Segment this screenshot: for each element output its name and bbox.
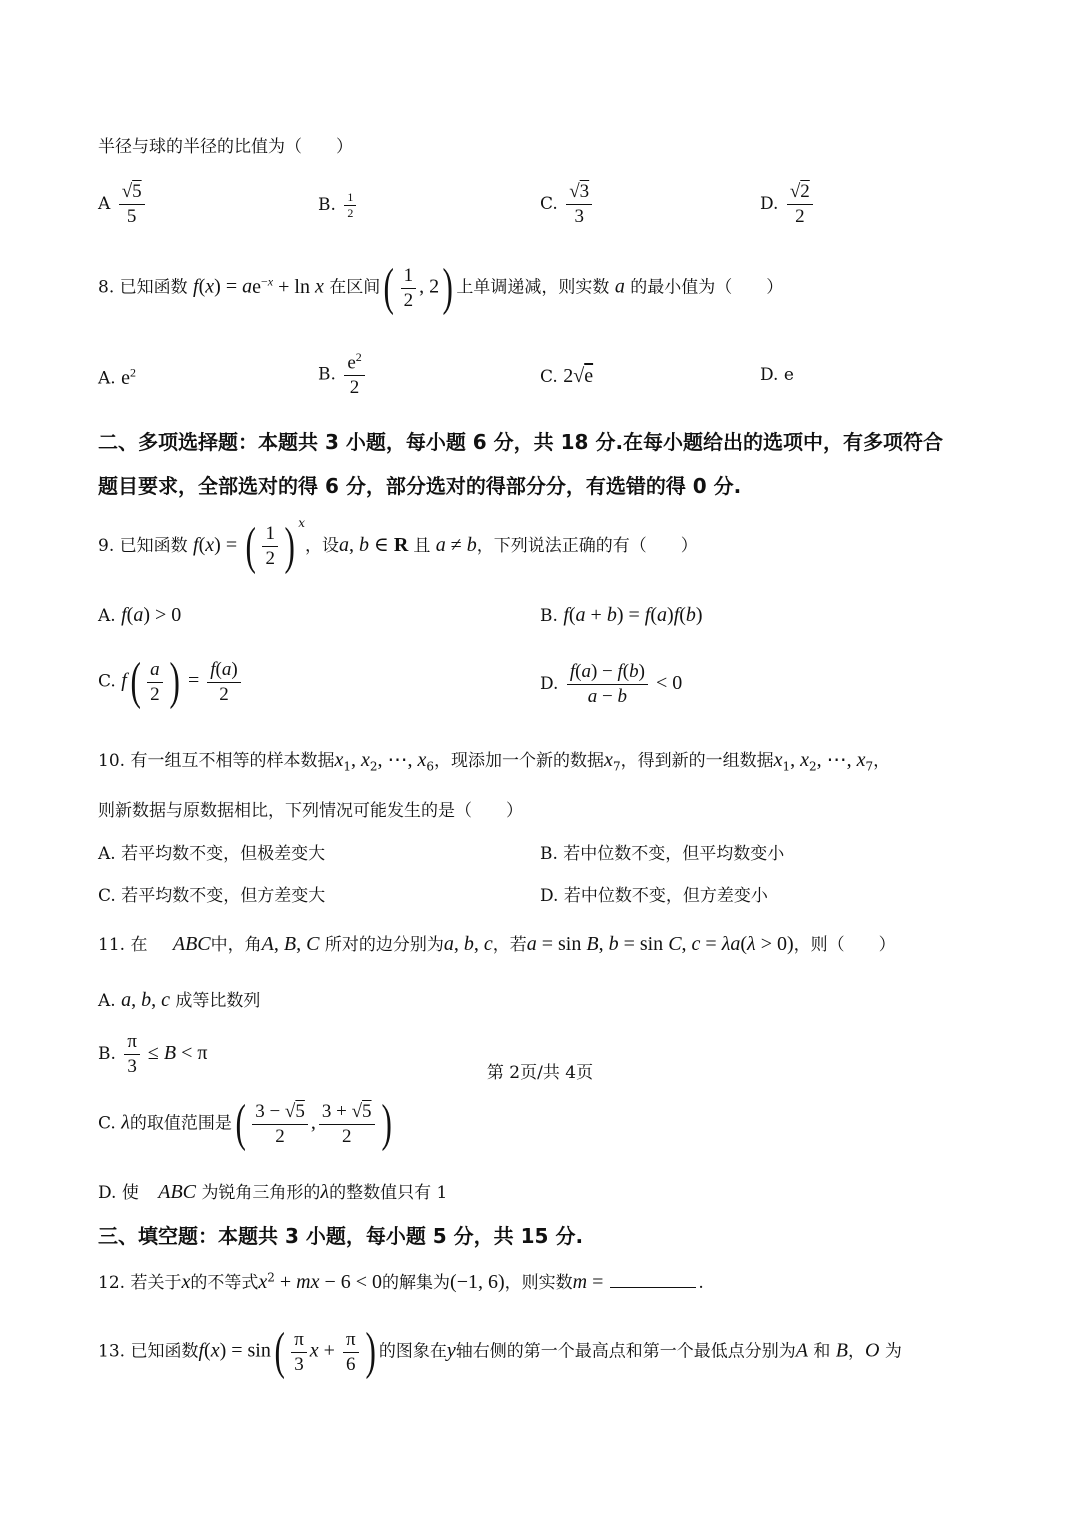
option-label: A [98,193,111,214]
q9-option-c[interactable]: C. f( $\frac{a}{2}$ ) = $\frac{f(a)}{2}$ [98,656,244,708]
q10-option-a[interactable]: A. 若平均数不变，但极差变大 [98,844,326,864]
question-10-line-2: 则新数据与原数据相比，下列情况可能发生的是（ ） [98,801,523,821]
page-footer: 第 2页/共 4页 [486,1063,594,1083]
q7-option-c[interactable]: C. $\frac{√3}{3}$ [540,180,595,229]
q7-option-b[interactable]: B. $\frac{1}{2}$ [318,190,359,221]
section-3-heading: 三、填空题：本题共 3 小题，每小题 5 分，共 15 分. [98,1224,584,1248]
q7-option-a[interactable]: A $\frac{√5}{5}$ [98,180,148,229]
q11-option-c[interactable]: C. λ的取值范围是( $\frac{3 - √5}{2}$ , $\frac{3 + √5}{2}$ ) [98,1095,392,1152]
q11-option-a[interactable]: A. a, b, c 成等比数列 [98,989,261,1011]
question-11: 11. 在 ABC中，角A, B, C 所对的边分别为a, b, c，若a = sin B, b = sin C, c = λa(λ > 0)，则（ ） [98,933,896,955]
answer-blank[interactable] [610,1287,696,1288]
question-10-line-1: 10. 有一组互不相等的样本数据$x_1$, $x_2$, ⋯, $x_6$，现添加一个新的数据$x_7$，得到新的一组数据$x_1$, $x_2$, ⋯, $x_7$， [98,749,891,774]
q9-option-a[interactable]: A. f(a) > 0 [98,604,182,626]
section-2-heading-line-2: 题目要求，全部选对的得 6 分，部分选对的得部分分，有选错的得 0 分. [98,474,742,498]
q7-tail: 半径与球的半径的比值为（ ） [98,137,353,157]
question-12: 12. 若关于x的不等式$x^2$ + mx − 6 < 0的解集为(−1, 6)，则实数m = . [98,1270,704,1293]
question-13: 13. 已知函数f(x) = sin( $\frac{\pi}{3}$ x + $\frac{\pi}{6}$ ) 的图象在y轴右侧的第一个最高点和第一个最低点分别为A 和 B，O 为 [98,1323,902,1380]
q10-option-d[interactable]: D. 若中位数不变，但方差变小 [540,886,768,906]
q8-option-c[interactable]: C. 2√e [540,365,594,387]
q10-option-b[interactable]: B. 若中位数不变，但平均数变小 [540,844,785,864]
section-2-heading-line-1: 二、多项选择题：本题共 3 小题，每小题 6 分，共 18 分.在每小题给出的选项中，有多项符合 [98,430,944,454]
q8-option-d[interactable]: D. e [760,365,794,385]
q10-option-c[interactable]: C. 若平均数不变，但方差变大 [98,886,326,906]
q8-option-a[interactable]: A. $e^2$ [98,365,136,389]
q11-option-b[interactable]: B. $\frac{\pi}{3}$ ≤ B < π [98,1031,208,1077]
question-8: 8. 已知函数 $f(x) = ae^{-x} + \ln x$ 在区间( $\frac{1}{2}$ , 2) 上单调递减，则实数 a 的最小值为（ ） [98,259,784,316]
q8-option-b[interactable]: B. $\frac{e^2}{2}$ [318,350,368,400]
question-9: 9. 已知函数 f(x) = ( $\frac{1}{2}$ ) $^x$，设a, b ∈ R 且 a ≠ b，下列说法正确的有（ ） [98,516,698,575]
q7-option-d[interactable]: D. $\frac{√2}{2}$ [760,180,816,229]
option-label: B. [318,195,336,215]
q11-option-d[interactable]: D. 使 ABC 为锐角三角形的λ的整数值只有 1 [98,1181,448,1203]
q9-option-b[interactable]: B. f(a + b) = f(a)f(b) [540,604,703,626]
q9-option-d[interactable]: D. $\frac{f(a) - f(b)}{a - b}$ < 0 [540,661,683,707]
option-label: C. [540,193,558,214]
option-label: D. [760,193,779,214]
